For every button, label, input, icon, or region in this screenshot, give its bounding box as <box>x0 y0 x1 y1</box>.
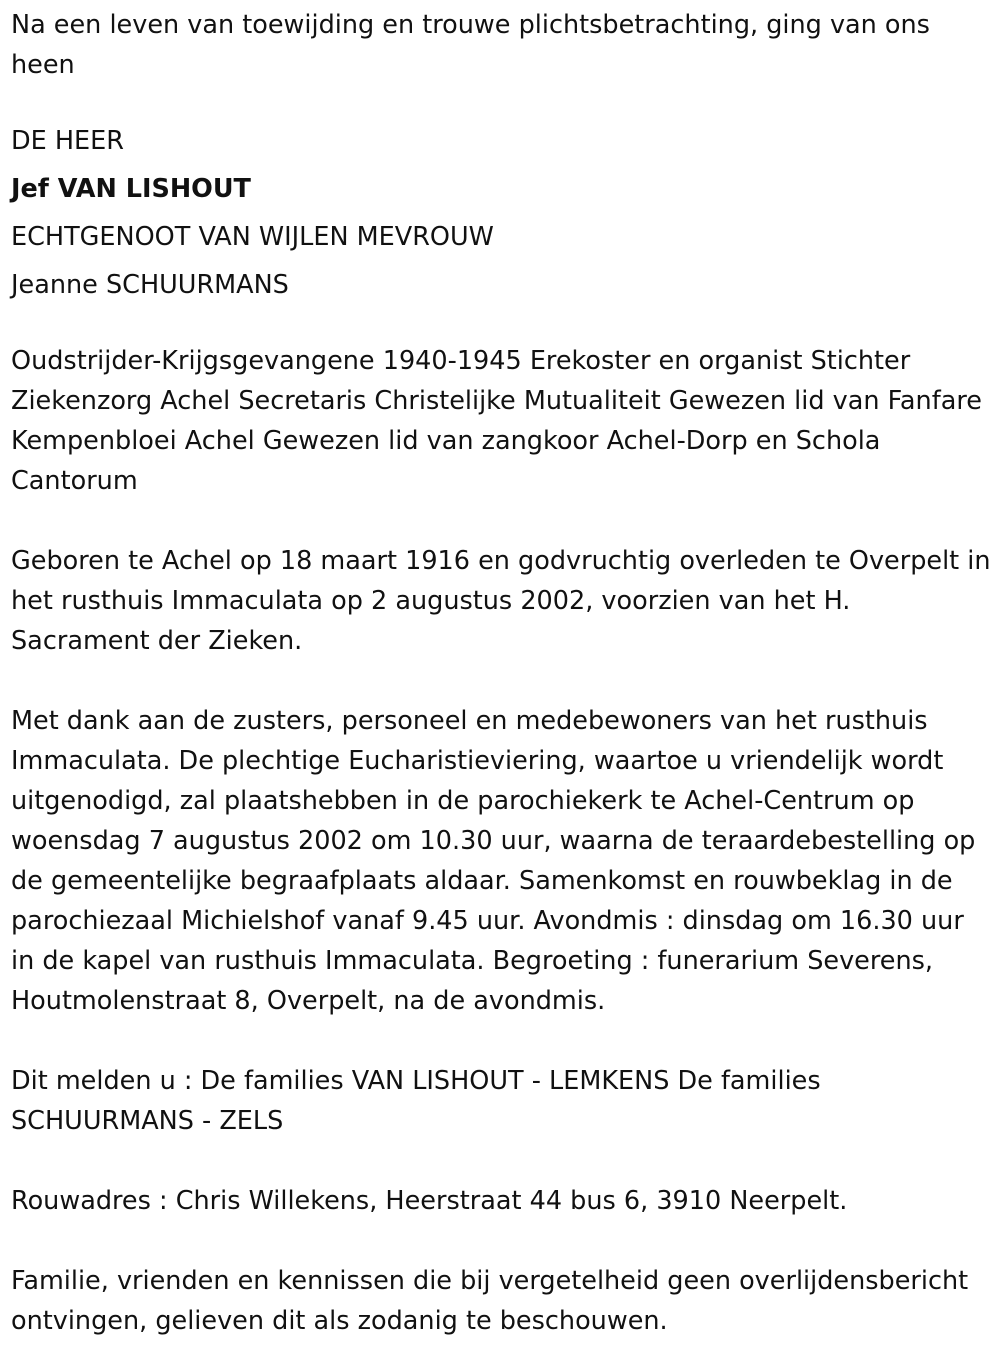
spacer <box>11 309 992 341</box>
birth-death-paragraph: Geboren te Achel op 18 maart 1916 en godvruchtig overleden te Overpelt in het rusthuis Immaculata op 2 augustus 2002, voorzien van het H. Sacrament der Zieken. <box>11 546 991 656</box>
closing-paragraph: Familie, vrienden en kennissen die bij vergetelheid geen overlijdensbericht ontvingen, gelieven dit als zodanig te beschouwen. <box>11 1266 969 1336</box>
spacer <box>11 661 992 701</box>
deceased-name: Jef VAN LISHOUT <box>11 174 251 204</box>
deceased-heading <box>11 117 992 309</box>
announcement-paragraph: Dit melden u : De families VAN LISHOUT - LEMKENS De families SCHUURMANS - ZELS <box>11 1066 821 1136</box>
spouse-label: ECHTGENOOT VAN WIJLEN MEVROUW <box>11 222 494 252</box>
spacer <box>11 501 992 541</box>
ceremony-paragraph: Met dank aan de zusters, personeel en medebewoners van het rusthuis Immaculata. De plechtige Eucharistieviering, waartoe u vriendelijk wordt uitgenodigd, zal plaatshebben in de parochiekerk te Achel-Centrum op woensdag 7 augustus 2002 om 10.30 uur, waarna de teraardebestelling op de gemeentelijke begraafplaats aldaar. Samenkomst en rouwbeklag in de parochiezaal Michielshof vanaf 9.45 uur. Avondmis : dinsdag om 16.30 uur in de kapel van rusthuis Immaculata. Begroeting : funerarium Severens, Houtmolenstraat 8, Overpelt, na de avondmis. <box>11 706 976 1016</box>
mourning-address: Rouwadres : Chris Willekens, Heerstraat 44 bus 6, 3910 Neerpelt. <box>11 1186 848 1216</box>
honorific-title: DE HEER <box>11 126 124 156</box>
spacer <box>11 1221 992 1261</box>
roles-paragraph: Oudstrijder-Krijgsgevangene 1940-1945 Erekoster en organist Stichter Ziekenzorg Achel Secretaris Christelijke Mutualiteit Gewezen lid van Fanfare Kempenbloei Achel Gewezen lid van zangkoor Achel-Dorp en Schola Cantorum <box>11 346 982 496</box>
spacer <box>11 1021 992 1061</box>
intro-text: Na een leven van toewijding en trouwe plichtsbetrachting, ging van ons heen <box>11 10 930 80</box>
spacer <box>11 1141 992 1181</box>
spacer <box>11 85 992 117</box>
spouse-name: Jeanne SCHUURMANS <box>11 270 289 300</box>
